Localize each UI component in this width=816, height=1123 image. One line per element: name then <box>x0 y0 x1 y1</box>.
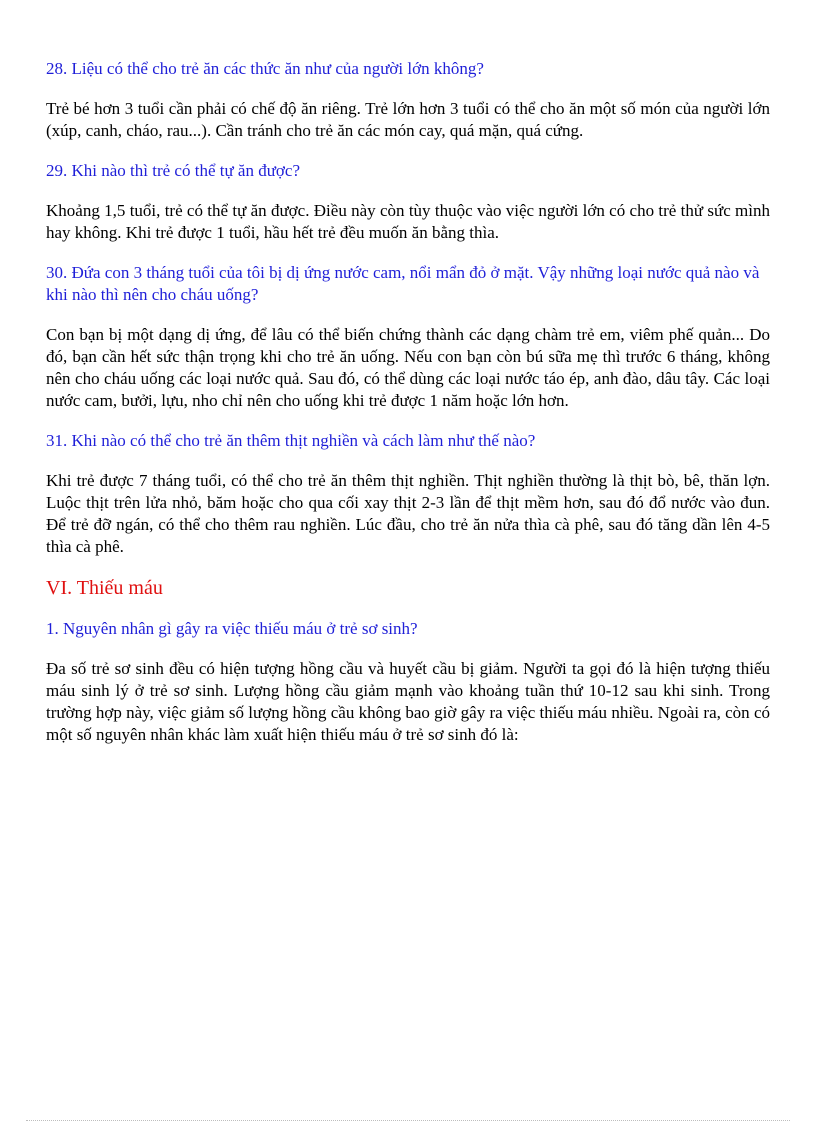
question-28-heading: 28. Liệu có thể cho trẻ ăn các thức ăn như của người lớn không? <box>46 59 484 78</box>
question-29-heading: 29. Khi nào thì trẻ có thể tự ăn được? <box>46 161 301 180</box>
answer-29-paragraph: Khoảng 1,5 tuổi, trẻ có thể tự ăn được. Điều này còn tùy thuộc vào việc người lớn có cho trẻ thử sức mình hay không. Khi trẻ được 1 tuổi, hầu hết trẻ đều muốn ăn bằng thìa. <box>46 201 770 242</box>
question-31-heading: 31. Khi nào có thể cho trẻ ăn thêm thịt nghiền và cách làm như thế nào? <box>46 431 536 450</box>
document-page <box>46 58 770 764</box>
page-bottom-divider <box>26 1120 790 1121</box>
question-30-heading: 30. Đứa con 3 tháng tuổi của tôi bị dị ứng nước cam, nổi mẩn đỏ ở mặt. Vậy những loại nước quả nào và khi nào thì nên cho cháu uống? <box>46 263 760 304</box>
question-1-heading: 1. Nguyên nhân gì gây ra việc thiếu máu ở trẻ sơ sinh? <box>46 619 418 638</box>
answer-1-paragraph: Đa số trẻ sơ sinh đều có hiện tượng hồng cầu và huyết cầu bị giảm. Người ta gọi đó là hiện tượng thiếu máu sinh lý ở trẻ sơ sinh. Lượng hồng cầu giảm mạnh vào khoảng tuần thứ 10-12 sau khi sinh. Trong trường hợp này, việc giảm số lượng hồng cầu không bao giờ gây ra việc thiếu máu nhiều. Ngoài ra, còn có một số nguyên nhân khác làm xuất hiện thiếu máu ở trẻ sơ sinh đó là: <box>46 659 770 744</box>
answer-30-paragraph: Con bạn bị một dạng dị ứng, để lâu có thể biến chứng thành các dạng chàm trẻ em, viêm phế quản... Do đó, bạn cần hết sức thận trọng khi cho trẻ ăn uống. Nếu con bạn còn bú sữa mẹ thì trước 6 tháng, không nên cho cháu uống các loại nước quả. Sau đó, có thể dùng các loại nước táo ép, anh đào, dâu tây. Các loại nước cam, bưởi, lựu, nho chỉ nên cho uống khi trẻ được 1 năm hoặc lớn hơn. <box>46 325 770 410</box>
answer-31-paragraph: Khi trẻ được 7 tháng tuổi, có thể cho trẻ ăn thêm thịt nghiền. Thịt nghiền thường là thịt bò, bê, thăn lợn. Luộc thịt trên lửa nhỏ, băm hoặc cho qua cối xay thịt 2-3 lần để thịt mềm hơn, sau đó đổ nước vào đun. Để trẻ đỡ ngán, có thể cho thêm rau nghiền. Lúc đầu, cho trẻ ăn nửa thìa cà phê, sau đó tăng dần lên 4-5 thìa cà phê. <box>46 471 770 556</box>
section-heading-anemia: VI. Thiếu máu <box>46 577 163 599</box>
answer-28-paragraph: Trẻ bé hơn 3 tuổi cần phải có chế độ ăn riêng. Trẻ lớn hơn 3 tuổi có thể cho ăn một số món của người lớn (xúp, canh, cháo, rau...). Cần tránh cho trẻ ăn các món cay, quá mặn, quá cứng. <box>46 99 770 140</box>
